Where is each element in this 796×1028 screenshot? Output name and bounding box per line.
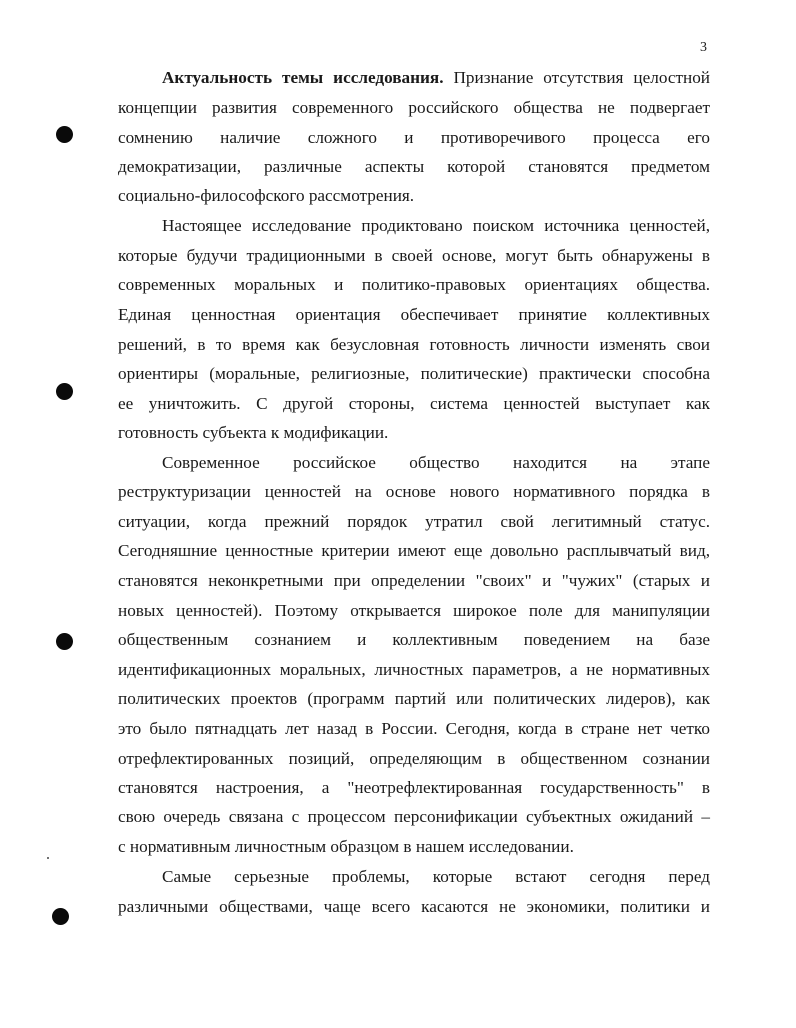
paragraph-line: идентификационных моральных, личностных параметров, а не нормативных: [118, 660, 710, 679]
paragraph-line: это было пятнадцать лет назад в России. Сегодня, когда в стране нет четко: [118, 719, 710, 738]
paragraph-line: готовность субъекта к модификации.: [118, 423, 389, 442]
page-number: 3: [700, 40, 707, 55]
paragraph-line: Единая ценностная ориентация обеспечивает принятие коллективных: [118, 305, 710, 324]
paragraph-line: Самые серьезные проблемы, которые встают сегодня перед: [162, 867, 710, 886]
paragraph-line: Актуальность темы исследования. Признание отсутствия целостной: [162, 68, 710, 87]
paragraph-line: политических проектов (программ партий или политических лидеров), как: [118, 689, 710, 708]
punch-hole-1: [56, 126, 73, 143]
punch-hole-2: [56, 383, 73, 400]
paragraph-line: Сегодняшние ценностные критерии имеют еще довольно расплывчатый вид,: [118, 541, 710, 560]
paragraph-line: ориентиры (моральные, религиозные, политические) практически способна: [118, 364, 710, 383]
paragraph-line: ее уничтожить. С другой стороны, система ценностей выступает как: [118, 394, 710, 413]
paragraph-line: Современное российское общество находится на этапе: [162, 453, 710, 472]
paragraph-line: свою очередь связана с процессом персонификации субъектных ожиданий –: [118, 807, 710, 826]
punch-hole-3: [56, 633, 73, 650]
scan-speck: [47, 857, 49, 859]
paragraph-line: общественным сознанием и коллективным поведением на базе: [118, 630, 710, 649]
paragraph-line: концепции развития современного российского общества не подвергает: [118, 98, 710, 117]
paragraph-line: социально-философского рассмотрения.: [118, 186, 415, 205]
paragraph-line: Настоящее исследование продиктовано поиском источника ценностей,: [162, 216, 710, 235]
paragraph-line: с нормативным личностным образцом в нашем исследовании.: [118, 837, 574, 856]
paragraph-line: становятся настроения, а "неотрефлектированная государственность" в: [118, 778, 710, 797]
paragraph-line: различными обществами, чаще всего касаются не экономики, политики и: [118, 897, 710, 916]
paragraph-line: становятся неконкретными при определении "своих" и "чужих" (старых и: [118, 571, 710, 590]
paragraph-line: решений, в то время как безусловная готовность личности изменять свои: [118, 335, 710, 354]
paragraph-line: ситуации, когда прежний порядок утратил свой легитимный статус.: [118, 512, 710, 531]
paragraph-line: которые будучи традиционными в своей основе, могут быть обнаружены в: [118, 246, 710, 265]
paragraph-line: сомнению наличие сложного и противоречивого процесса его: [118, 128, 710, 147]
paragraph-line: реструктуризации ценностей на основе нового нормативного порядка в: [118, 482, 710, 501]
paragraph-line: новых ценностей). Поэтому открывается широкое поле для манипуляции: [118, 601, 710, 620]
paragraph-line: отрефлектированных позиций, определяющим в общественном сознании: [118, 749, 710, 768]
section-heading: Актуальность темы исследования.: [162, 68, 444, 87]
punch-hole-4: [52, 908, 69, 925]
paragraph-line: современных моральных и политико-правовых ориентациях общества.: [118, 275, 710, 294]
paragraph-line: демократизации, различные аспекты которой становятся предметом: [118, 157, 710, 176]
